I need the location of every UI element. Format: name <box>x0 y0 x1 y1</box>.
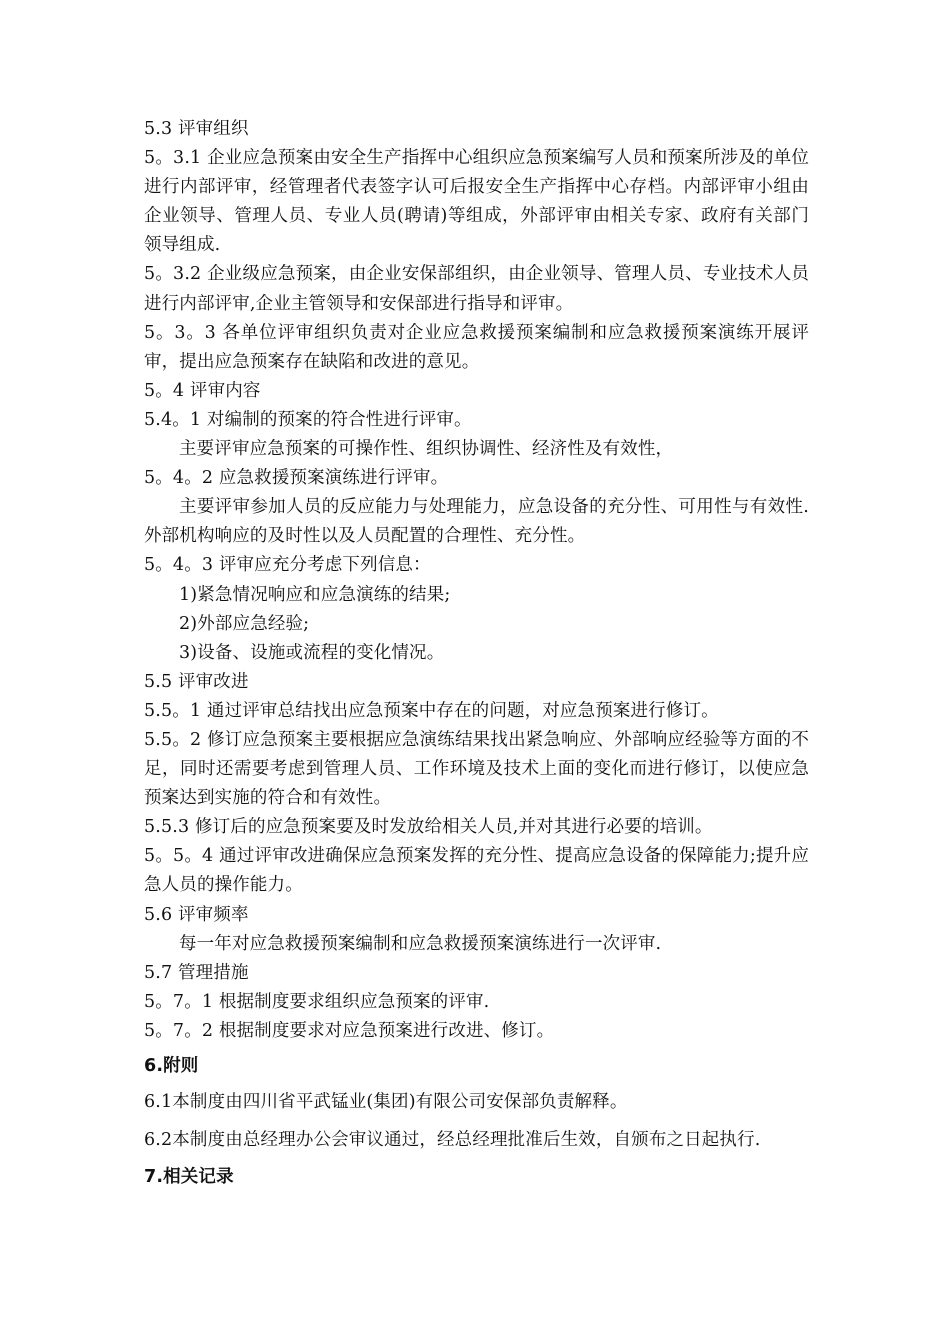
paragraph-5-5-3: 5.5.3 修订后的应急预案要及时发放给相关人员,并对其进行必要的培训。 <box>144 817 713 838</box>
paragraph-5-3-1: 5。3.1 企业应急预案由安全生产指挥中心组织应急预案编写人员和预案所涉及的单位进行内部评审，经管理者代表签字认可后报安全生产指挥中心存档。内部评审小组由企业领导、管理人员、专业人员(聘请)等组成，外部评审由相关专家、政府有关部门领导组成. <box>144 148 809 256</box>
document-body <box>144 115 809 1195</box>
section-heading-5-7: 5.7 管理措施 <box>144 962 249 983</box>
paragraph-5-4-3: 5。4。3 评审应充分考虑下列信息： <box>144 555 431 576</box>
paragraph-5-6-detail: 每一年对应急救援预案编制和应急救援预案演练进行一次评审. <box>179 933 662 954</box>
paragraph-5-4-2-detail: 主要评审参加人员的反应能力与处理能力，应急设备的充分性、可用性与有效性.外部机构响应的及时性以及人员配置的合理性、充分性。 <box>144 497 809 547</box>
paragraph-5-5-1: 5.5。1 通过评审总结找出应急预案中存在的问题，对应急预案进行修订。 <box>144 700 719 721</box>
section-heading-5-3: 5.3 评审组织 <box>144 119 249 139</box>
paragraph-5-3-3: 5。3。3 各单位评审组织负责对企业应急救援预案编制和应急救援预案演练开展评审，提出应急预案存在缺陷和改进的意见。 <box>144 322 809 372</box>
section-heading-5-4: 5。4 评审内容 <box>144 380 261 401</box>
section-heading-5-5: 5.5 评审改进 <box>144 671 249 692</box>
paragraph-5-7-2: 5。7。2 根据制度要求对应急预案进行改进、修订。 <box>144 1020 555 1041</box>
list-item-1: 1)紧急情况响应和应急演练的结果; <box>179 584 451 605</box>
section-heading-5-6: 5.6 评审频率 <box>144 904 249 925</box>
paragraph-5-4-1: 5.4。1 对编制的预案的符合性进行评审。 <box>144 409 472 430</box>
paragraph-5-7-1: 5。7。1 根据制度要求组织应急预案的评审. <box>144 991 490 1012</box>
paragraph-5-5-4: 5。5。4 通过评审改进确保应急预案发挥的充分性、提高应急设备的保障能力;提升应急人员的操作能力。 <box>144 846 809 896</box>
paragraph-5-3-2: 5。3.2 企业级应急预案，由企业安保部组织，由企业领导、管理人员、专业技术人员进行内部评审,企业主管领导和安保部进行指导和评审。 <box>144 264 809 314</box>
section-heading-6: 6.附则 <box>144 1056 199 1076</box>
paragraph-5-5-2: 5.5。2 修订应急预案主要根据应急演练结果找出紧急响应、外部响应经验等方面的不足，同时还需要考虑到管理人员、工作环境及技术上面的变化而进行修订，以使应急预案达到实施的符合和有效性。 <box>144 729 809 809</box>
paragraph-5-4-1-detail: 主要评审应急预案的可操作性、组织协调性、经济性及有效性， <box>179 439 674 460</box>
paragraph-5-4-2: 5。4。2 应急救援预案演练进行评审。 <box>144 468 449 489</box>
list-item-2: 2)外部应急经验; <box>179 613 310 634</box>
paragraph-6-2: 6.2本制度由总经理办公会审议通过，经总经理批准后生效，自颁布之日起执行. <box>144 1130 761 1150</box>
list-item-3: 3)设备、设施或流程的变化情况。 <box>179 642 445 663</box>
paragraph-6-1: 6.1本制度由四川省平武锰业(集团)有限公司安保部负责解释。 <box>144 1092 628 1112</box>
section-heading-7: 7.相关记录 <box>144 1167 234 1187</box>
